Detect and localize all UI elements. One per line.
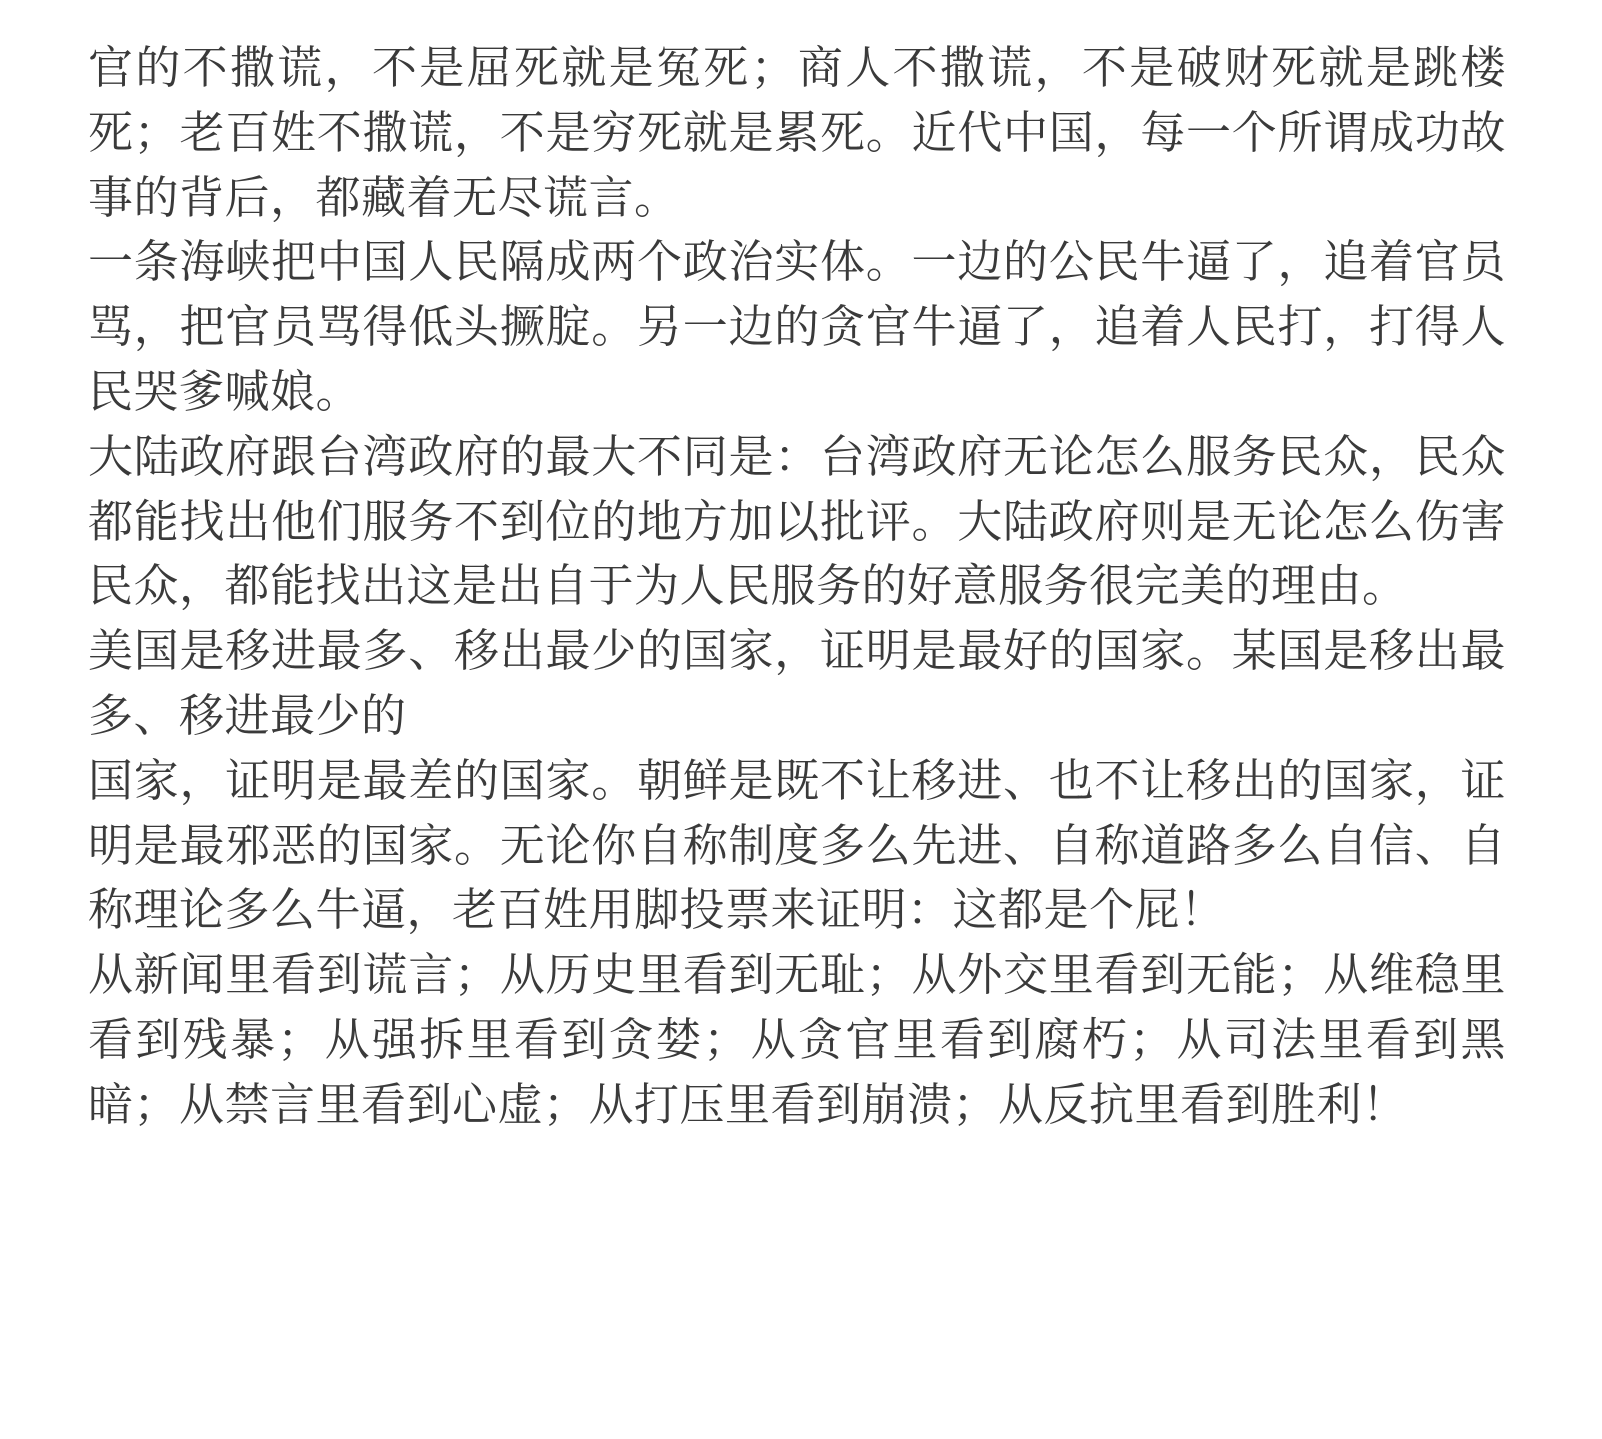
paragraph-4: 美国是移进最多、移出最少的国家，证明是最好的国家。某国是移出最多、移进最少的 (88, 624, 1506, 742)
paragraph-5: 国家，证明是最差的国家。朝鲜是既不让移进、也不让移出的国家，证明是最邪恶的国家。无论你自称制度多么先进、自称道路多么自信、自称理论多么牛逼，老百姓用脚投票来证明：这都是个屁！ (88, 753, 1506, 937)
paragraph-6: 从新闻里看到谎言；从历史里看到无耻；从外交里看到无能；从维稳里看到残暴；从强拆里看到贪婪；从贪官里看到腐朽；从司法里看到黑暗；从禁言里看到心虚；从打压里看到崩溃；从反抗里看到胜利！ (88, 948, 1506, 1131)
paragraph-1: 官的不撒谎，不是屈死就是冤死；商人不撒谎，不是破财死就是跳楼死；老百姓不撒谎，不是穷死就是累死。近代中国，每一个所谓成功故事的背后，都藏着无尽谎言。 (88, 41, 1506, 224)
paragraph-2: 一条海峡把中国人民隔成两个政治实体。一边的公民牛逼了，追着官员骂，把官员骂得低头撅腚。另一边的贪官牛逼了，追着人民打，打得人民哭爹喊娘。 (88, 235, 1506, 418)
paragraph-3: 大陆政府跟台湾政府的最大不同是：台湾政府无论怎么服务民众，民众都能找出他们服务不到位的地方加以批评。大陆政府则是无论怎么伤害民众，都能找出这是出自于为人民服务的好意服务很完美的理由。 (88, 429, 1506, 613)
